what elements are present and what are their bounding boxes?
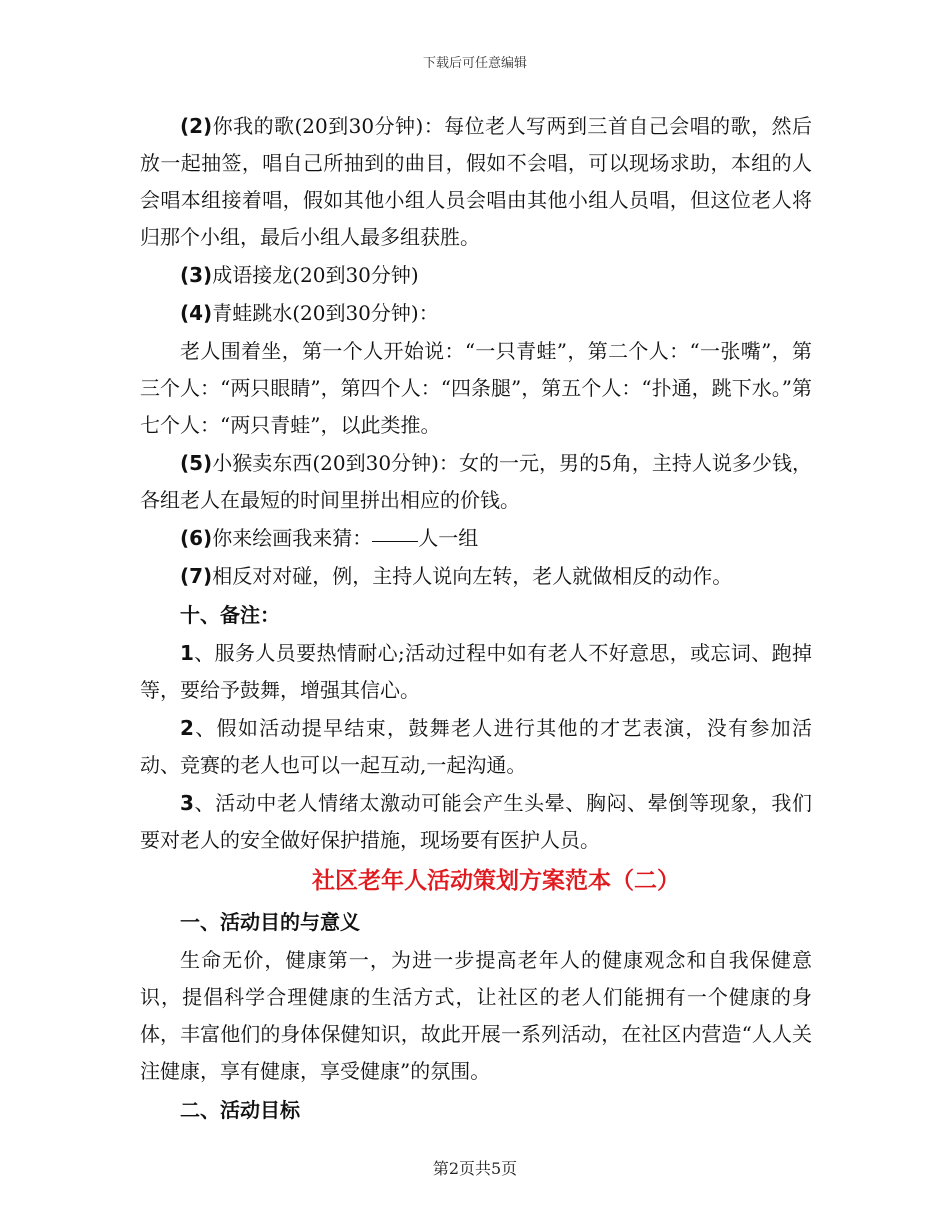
header-note: 下载后可任意编辑 [422,56,527,71]
item-number: (6) [180,526,213,550]
note-text: 、活动中老人情绪太激动可能会产生头晕、胸闷、晕倒等现象，我们要对老人的安全做好保护措施，现场要有医护人员。 [140,791,812,852]
item-3 [140,257,812,294]
item-text: 青蛙跳水(20到30分钟)： [212,301,439,325]
note-number: 3 [180,791,194,815]
item-text: 成语接龙(20到30分钟) [212,263,419,287]
item-number: (7) [180,564,213,588]
page-footer: 第2页共5页 [432,1159,518,1178]
note-1 [140,635,812,709]
item-number: (4) [180,301,213,325]
item-6 [140,520,812,557]
purpose-paragraph: 生命无价，健康第一，为进一步提高老年人的健康观念和自我保健意识，提倡科学合理健康的生活方式，让社区的老人们能拥有一个健康的身体，丰富他们的身体保健知识，故此开展一系列活动，在社区内营造“人人关注健康，享有健康，享受健康”的氛围。 [140,948,812,1083]
note-text: 、假如活动提早结束，鼓舞老人进行其他的才艺表演，没有参加活动、竞赛的老人也可以一起互动,一起沟通。 [140,716,812,777]
item-2 [140,108,812,256]
document-title-part-two: 社区老年人活动策划方案范本（二） [312,868,680,894]
note-text: 、服务人员要热情耐心;活动过程中如有老人不好意思，或忘词、跑掉等，要给予鼓舞，增强其信心。 [140,641,812,702]
note-number: 1 [180,641,194,665]
item-number: (3) [180,263,213,287]
item-4 [140,295,812,332]
item-number: (5) [180,451,213,475]
note-3 [140,785,812,859]
item-text: 你我的歌(20到30分钟)：每位老人写两到三首自己会唱的歌，然后放一起抽签，唱自己所抽到的曲目，假如不会唱，可以现场求助，本组的人会唱本组接着唱，假如其他小组人员会唱由其他小组人员唱，但这位老人将归那个小组，最后小组人最多组获胜。 [140,114,812,249]
item-number: (2) [180,114,213,138]
item-text: 小猴卖东西(20到30分钟)：女的一元，男的5角，主持人说多少钱，各组老人在最短的时间里拼出相应的价钱。 [140,451,812,512]
section-heading-goals: 二、活动目标 [180,1098,300,1122]
item-text-after: 人一组 [418,526,479,550]
section-heading-purpose: 一、活动目的与意义 [180,910,360,934]
note-2 [140,710,812,784]
document-body [140,108,812,1130]
item-4-description [140,333,812,444]
item-text-before: 你来绘画我来猜： [212,526,373,550]
item-text: 相反对对碰，例，主持人说向左转，老人就做相反的动作。 [212,564,733,588]
item-text: 老人围着坐，第一个人开始说：“一只青蛙”，第二个人：“一张嘴”，第三个人：“两只眼睛”，第四个人：“四条腿”，第五个人：“扑通，跳下水。”第七个人：“两只青蛙”，以此类推。 [140,339,812,437]
item-7 [140,558,812,595]
note-number: 2 [180,716,194,740]
fill-blank [372,540,418,542]
item-5 [140,445,812,519]
section-heading-remarks: 十、备注： [180,603,280,627]
